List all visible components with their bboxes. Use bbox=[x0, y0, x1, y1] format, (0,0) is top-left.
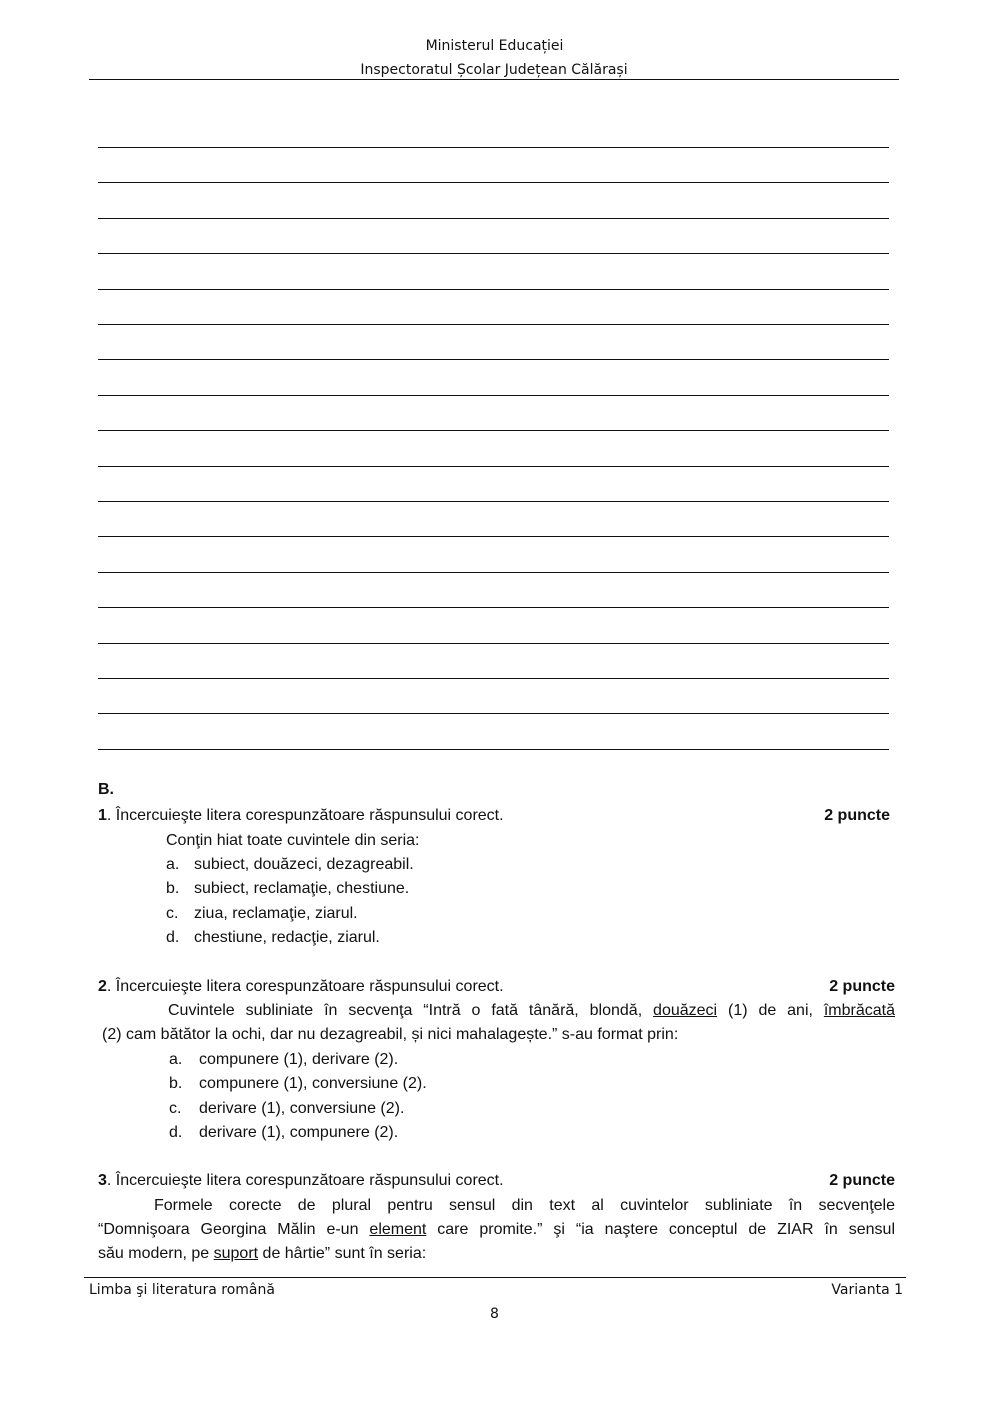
footer-divider bbox=[84, 1277, 906, 1278]
option-text: compunere (1), conversiune (2). bbox=[199, 1075, 427, 1092]
answer-line bbox=[98, 536, 889, 537]
option-letter: d. bbox=[166, 929, 180, 946]
question-number: 3 bbox=[98, 1172, 107, 1189]
answer-line bbox=[98, 430, 889, 431]
option-b[interactable] bbox=[166, 877, 409, 902]
answer-line bbox=[98, 359, 889, 360]
option-b[interactable] bbox=[169, 1072, 427, 1097]
question-3-stem-line-2 bbox=[98, 1218, 895, 1243]
option-text: derivare (1), compunere (2). bbox=[199, 1124, 399, 1141]
option-a[interactable] bbox=[169, 1048, 398, 1073]
option-letter: a. bbox=[169, 1051, 183, 1068]
answer-line bbox=[98, 607, 889, 608]
page-number: 8 bbox=[490, 1306, 499, 1322]
option-d[interactable] bbox=[169, 1121, 398, 1146]
option-a[interactable] bbox=[166, 853, 414, 878]
section-label: B. bbox=[98, 781, 114, 798]
answer-line bbox=[98, 501, 889, 502]
option-c[interactable] bbox=[169, 1097, 404, 1122]
option-letter: d. bbox=[169, 1124, 183, 1141]
question-number: 2 bbox=[98, 978, 107, 995]
answer-line bbox=[98, 182, 889, 183]
answer-line bbox=[98, 678, 889, 679]
answer-line bbox=[98, 395, 889, 396]
question-3-stem-line-1: Formele corecte de plural pentru sensul din text al cuvintelor subliniate în secvenţele bbox=[154, 1197, 895, 1214]
question-instruction: . Încercuieşte litera corespunzătoare răspunsului corect. bbox=[106, 978, 504, 995]
stem-text: Cuvintele subliniate în secvenţa “Intră o fată tânără, blondă, bbox=[168, 1002, 654, 1019]
option-d[interactable] bbox=[166, 926, 380, 951]
inspectorate-header: Inspectoratul Școlar Județean Călărași bbox=[89, 61, 899, 80]
answer-line bbox=[98, 253, 889, 254]
answer-line bbox=[98, 147, 889, 148]
answer-line bbox=[98, 218, 889, 219]
question-3-stem-line-3 bbox=[98, 1242, 426, 1267]
answer-line bbox=[98, 713, 889, 714]
stem-text: “Domnişoara Georgina Mălin e-un bbox=[98, 1221, 370, 1238]
option-letter: b. bbox=[166, 880, 180, 897]
underlined-word: element bbox=[369, 1221, 427, 1238]
underlined-word: suport bbox=[213, 1245, 259, 1262]
question-3-title bbox=[98, 1169, 504, 1194]
option-letter: b. bbox=[169, 1075, 183, 1092]
answer-line bbox=[98, 324, 889, 325]
option-text: chestiune, redacţie, ziarul. bbox=[194, 929, 380, 946]
footer-subject: Limba şi literatura română bbox=[89, 1282, 275, 1298]
answer-line bbox=[98, 572, 889, 573]
question-2-stem-line-2: (2) cam bătător la ochi, dar nu dezagreabil, și nici mahalagește.” s-au format prin: bbox=[102, 1026, 679, 1043]
question-1-stem: Conţin hiat toate cuvintele din seria: bbox=[166, 832, 420, 849]
option-text: derivare (1), conversiune (2). bbox=[199, 1100, 405, 1117]
question-points: 2 puncte bbox=[829, 978, 895, 995]
footer-variant: Varianta 1 bbox=[831, 1282, 903, 1298]
answer-line bbox=[98, 466, 889, 467]
option-letter: c. bbox=[169, 1100, 182, 1117]
stem-text: său modern, pe bbox=[98, 1245, 214, 1262]
question-points: 2 puncte bbox=[824, 807, 890, 824]
question-2-title bbox=[98, 975, 504, 1000]
question-1-title bbox=[98, 804, 504, 829]
answer-line bbox=[98, 749, 889, 750]
option-text: ziua, reclamaţie, ziarul. bbox=[194, 905, 358, 922]
stem-text: de hârtie” sunt în seria: bbox=[258, 1245, 427, 1262]
option-letter: a. bbox=[166, 856, 180, 873]
ministry-header: Ministerul Educației bbox=[425, 38, 564, 54]
option-text: subiect, douăzeci, dezagreabil. bbox=[194, 856, 414, 873]
question-number: 1 bbox=[98, 807, 107, 824]
question-points: 2 puncte bbox=[829, 1172, 895, 1189]
stem-text: (1) de ani, bbox=[717, 1002, 824, 1019]
underlined-word: douăzeci bbox=[653, 1002, 718, 1019]
stem-text: care promite.” şi “ia naştere conceptul de ZIAR în sensul bbox=[426, 1221, 895, 1238]
option-c[interactable] bbox=[166, 902, 358, 927]
answer-line bbox=[98, 289, 889, 290]
question-2-stem-line-1 bbox=[168, 999, 895, 1024]
question-instruction: . Încercuieşte litera corespunzătoare răspunsului corect. bbox=[106, 807, 504, 824]
underlined-word: îmbrăcată bbox=[823, 1002, 895, 1019]
question-instruction: . Încercuieşte litera corespunzătoare răspunsului corect. bbox=[106, 1172, 504, 1189]
option-text: compunere (1), derivare (2). bbox=[199, 1051, 399, 1068]
option-text: subiect, reclamaţie, chestiune. bbox=[194, 880, 410, 897]
answer-line bbox=[98, 643, 889, 644]
option-letter: c. bbox=[166, 905, 179, 922]
